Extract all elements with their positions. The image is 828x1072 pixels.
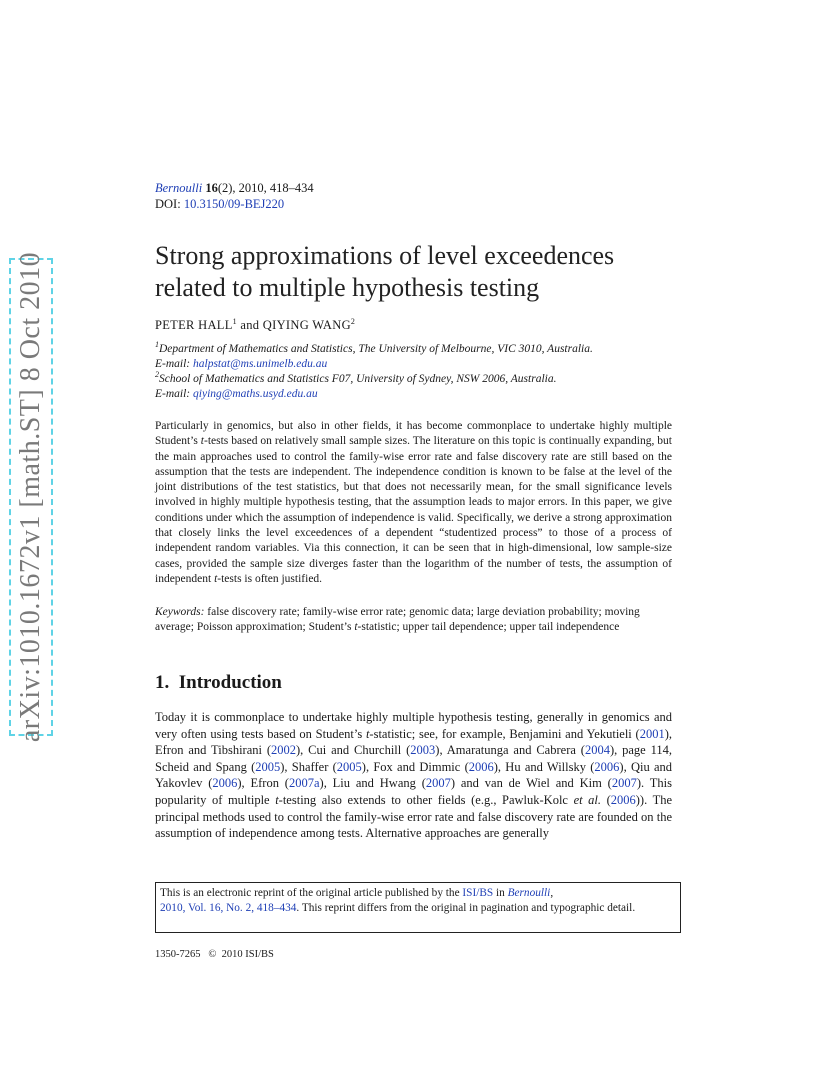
intro-text: ). This popularity of multiple — [155, 776, 672, 807]
reprint-journal-link[interactable]: Bernoulli — [507, 887, 551, 899]
intro-text: )). The principal methods used to control the family-wise error rate and false discovery rate are founded on the assumption of independence among tests. Alternative approaches are generally — [155, 792, 672, 841]
citation-link[interactable]: 2006 — [594, 759, 620, 774]
doi-label: DOI: — [155, 197, 181, 211]
abstract-text-1: Particularly in genomics, but also in other fields, it has become commonplace to undertake highly multiple Student’s — [155, 420, 672, 448]
keywords-text-1: false discovery rate; family-wise error rate; genomic data; large deviation probability; moving average; Poisson approximation; Student’s — [155, 606, 640, 634]
affiliation-2-email[interactable]: qiying@maths.usyd.edu.au — [193, 388, 318, 400]
reprint-text: , — [550, 887, 554, 899]
intro-text: ), Cui and Churchill ( — [296, 743, 411, 758]
affiliation-1-text: Department of Mathematics and Statistics, The University of Melbourne, VIC 3010, Australia. — [159, 343, 593, 355]
citation-link[interactable]: 2007 — [425, 776, 451, 791]
author-1-sup: 1 — [232, 316, 237, 326]
author-2-sup: 2 — [350, 316, 356, 326]
abstract-t-2: t — [214, 572, 218, 585]
section-heading — [155, 672, 282, 694]
intro-t: t — [275, 792, 279, 807]
title-line-2: related to multiple hypothesis testing — [155, 273, 540, 302]
keywords — [155, 605, 672, 636]
journal-volume: 16 — [205, 181, 218, 195]
intro-text: ), Liu and Hwang ( — [319, 776, 426, 791]
intro-t: t — [365, 726, 370, 741]
abstract-t-1: t — [200, 435, 204, 448]
authors-and: and — [236, 318, 263, 332]
affiliation-1-email-label: E-mail: — [155, 358, 194, 370]
isi-bs-link[interactable]: ISI/BS — [462, 887, 494, 899]
abstract — [155, 419, 672, 587]
intro-text: ), Efron ( — [237, 776, 289, 791]
intro-etal: et al. — [573, 792, 602, 807]
reprint-citation-link[interactable]: 2010, Vol. 16, No. 2, 418–434 — [160, 902, 297, 914]
authors — [155, 318, 355, 333]
keywords-text-2: -statistic; upper tail dependence; upper tail independence — [357, 621, 620, 634]
reprint-text: in — [493, 887, 508, 899]
copyright-holder: 2010 ISI/BS — [221, 949, 274, 960]
intro-text: -testing also extends to other fields (e.g., Pawluk-Kolc — [278, 792, 574, 807]
intro-text: ( — [601, 792, 611, 807]
intro-text: ), Shaffer ( — [280, 759, 337, 774]
citation-link[interactable]: 2007 — [611, 776, 637, 791]
reprint-text: . This reprint differs from the original in pagination and typographic detail. — [296, 902, 636, 914]
citation-link[interactable]: 2006 — [212, 776, 238, 791]
journal-line — [155, 181, 314, 196]
affiliation-2-email-label: E-mail: — [155, 388, 194, 400]
intro-text: ), page 114, Scheid and Spang ( — [155, 743, 672, 774]
section-title: Introduction — [178, 672, 282, 693]
citation-link[interactable]: 2002 — [271, 743, 297, 758]
keywords-t: t — [354, 621, 358, 634]
affiliation-1-email[interactable]: halpstat@ms.unimelb.edu.au — [193, 358, 328, 370]
citation-link[interactable]: 2001 — [639, 726, 665, 741]
arxiv-stamp-text: arXiv:1010.1672v1 [math.ST] 8 Oct 2010 — [15, 251, 46, 743]
intro-text: ), Qiu and Yakovlev ( — [155, 759, 673, 791]
keywords-label: Keywords: — [155, 606, 205, 618]
journal-link[interactable]: Bernoulli — [155, 181, 203, 195]
intro-text: Today it is commonplace to undertake highly multiple hypothesis testing, generally in genomics and very often using tests based on Student’s — [155, 710, 672, 741]
intro-text: -statistic; see, for example, Benjamini and Yekutieli ( — [369, 726, 640, 741]
reprint-text: This is an electronic reprint of the original article published by the — [160, 887, 463, 899]
author-2: QIYING WANG — [262, 318, 351, 332]
intro-paragraph — [155, 709, 672, 842]
author-1: PETER HALL — [155, 318, 233, 332]
title-line-1: Strong approximations of level exceedences — [155, 241, 615, 270]
intro-text: ), Hu and Willsky ( — [493, 759, 595, 774]
copyright-symbol: © — [208, 949, 217, 960]
affiliation-1 — [155, 342, 675, 372]
journal-issue: (2), 2010, 418–434 — [217, 181, 314, 195]
arxiv-stamp — [9, 251, 53, 743]
section-number: 1. — [155, 672, 170, 693]
citation-link[interactable]: 2003 — [410, 743, 436, 758]
doi-line — [155, 197, 284, 212]
affiliation-2-sup: 2 — [155, 370, 159, 380]
citation-link[interactable]: 2006 — [610, 792, 636, 807]
intro-text: ) and van de Wiel and Kim ( — [450, 776, 612, 791]
intro-text: ), Efron and Tibshirani ( — [155, 726, 672, 758]
citation-link[interactable]: 2004 — [584, 743, 610, 758]
footer — [155, 949, 274, 960]
citation-link[interactable]: 2007a — [288, 776, 320, 791]
issn: 1350-7265 — [155, 949, 201, 960]
citation-link[interactable]: 2005 — [336, 759, 362, 774]
intro-text: ), Fox and Dimmic ( — [361, 759, 469, 774]
affiliation-1-sup: 1 — [155, 340, 159, 350]
doi-link[interactable]: 10.3150/09-BEJ220 — [183, 197, 285, 211]
reprint-notice — [155, 882, 681, 933]
abstract-text-2: -tests based on relatively small sample sizes. The literature on this topic is continually expanding, but the main approaches used to control the family-wise error rate and false discovery rate are still based on the assumption that the tests are independent. The independence condition is known to be false at the level of the joint distributions of the test statistics, but that does not necessarily mean, for the small significance levels involved in highly multiple hypothesis testing, that the assumption leads to major errors. In this paper, we give conditions under which the assumption of independence is valid. Specifically, we derive a strong approximation that closely links the level exceedences of a dependent “studentized process” to those of a process of independent random variables. Via this connection, it can be seen that in high-dimensional, low sample-size cases, provided the sample size diverges faster than the logarithm of the number of tests, the assumption of independent — [155, 435, 673, 585]
abstract-text-3: -tests is often justified. — [217, 572, 323, 585]
affiliation-2-text: School of Mathematics and Statistics F07, University of Sydney, NSW 2006, Australia. — [159, 373, 557, 385]
paper-title — [155, 240, 675, 304]
citation-link[interactable]: 2006 — [468, 759, 494, 774]
citation-link[interactable]: 2005 — [255, 759, 281, 774]
intro-text: ), Amaratunga and Cabrera ( — [435, 743, 585, 758]
affiliation-2 — [155, 372, 675, 402]
